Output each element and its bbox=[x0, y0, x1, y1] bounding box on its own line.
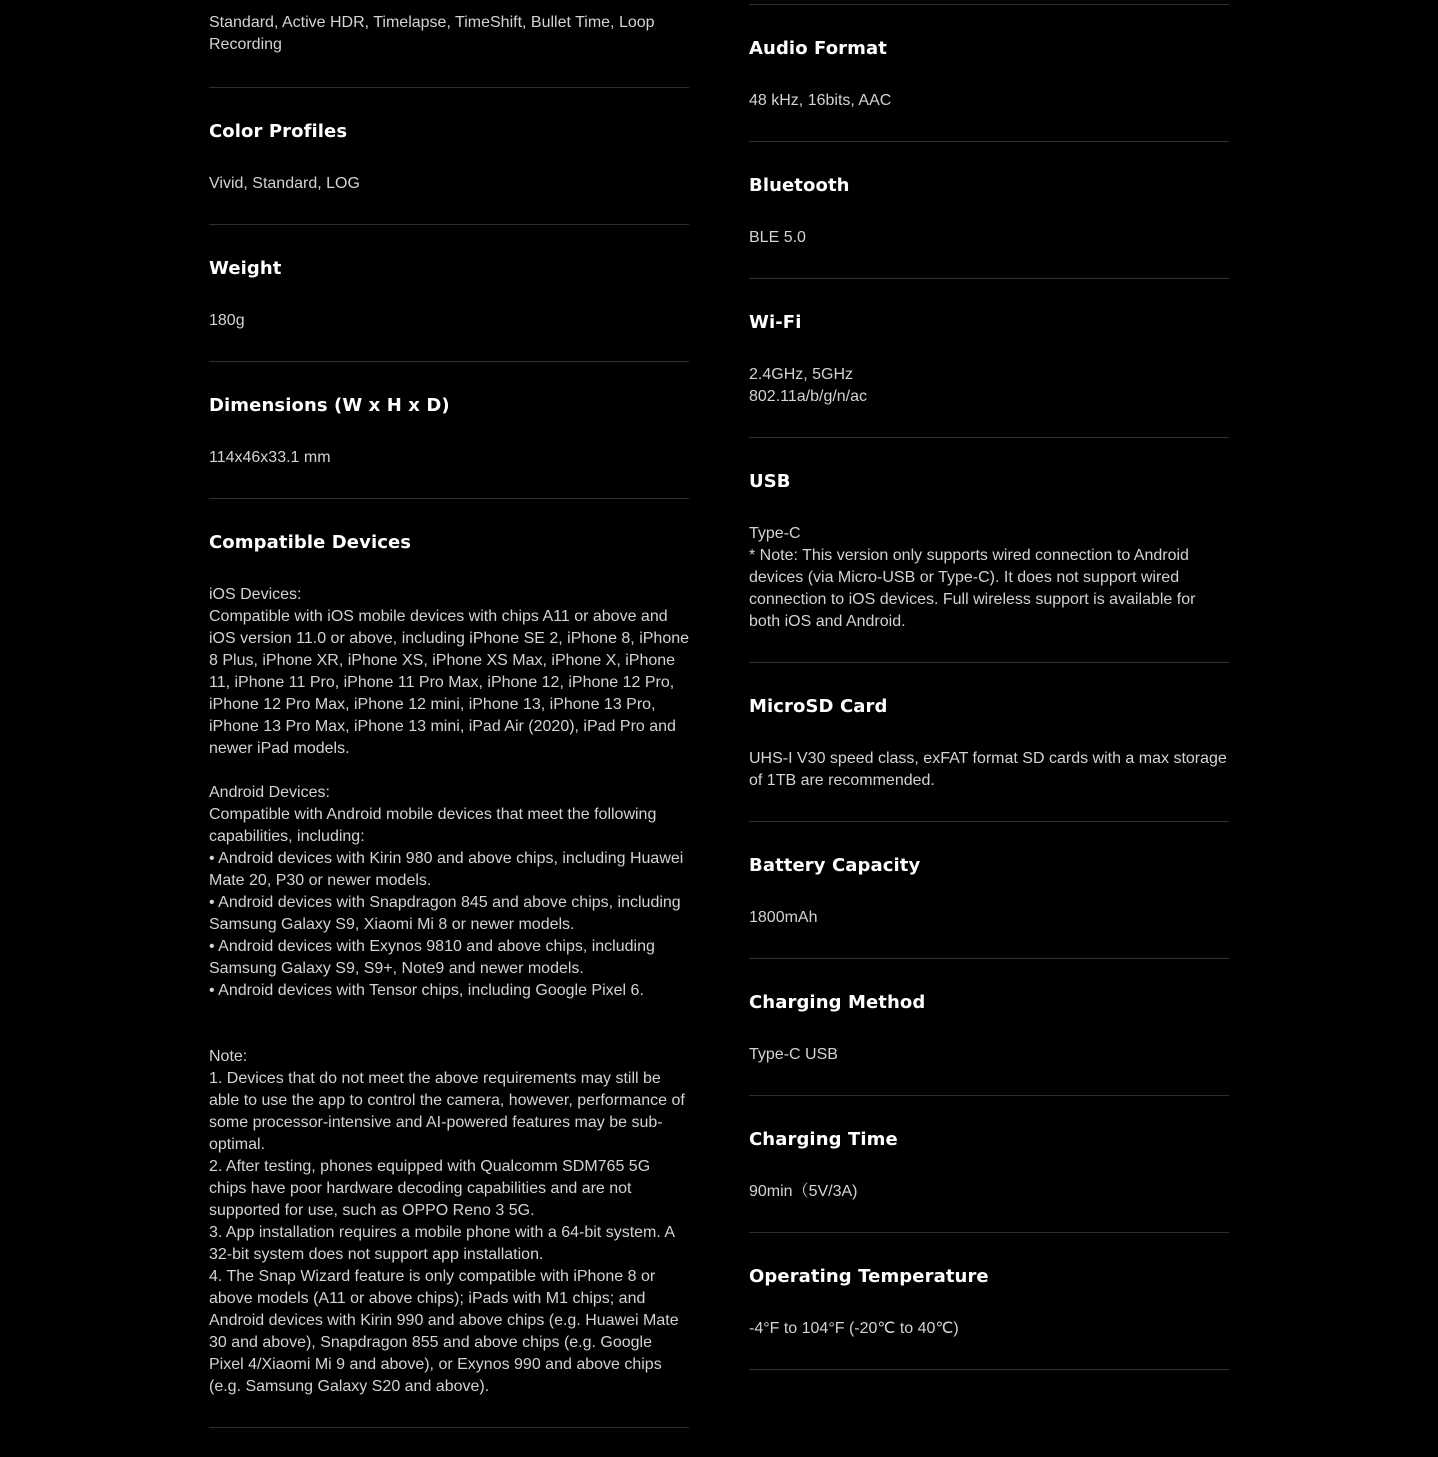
spec-title: Bluetooth bbox=[749, 175, 850, 196]
spec-value: 114x46x33.1 mm bbox=[209, 449, 331, 466]
spec-title: Compatible Devices bbox=[209, 532, 412, 553]
spec-value: 90min（5V/3A) bbox=[749, 1183, 858, 1200]
spec-value: iOS Devices: Compatible with iOS mobile devices with chips A11 or above and iOS version 11.0 or above, including iPhone SE 2, iPhone 8, iPhone 8 Plus, iPhone XR, iPhone XS, iPhone XS Max, iPhone X, iPhone 11, iPhone 11 Pro, iPhone 11 Pro Max, iPhone 12, iPhone 12 Pro, iPhone 12 Pro Max, iPhone 12 mini, iPhone 13, iPhone 13 Pro, iPhone 13 Pro Max, iPhone 13 mini, iPad Air (2020), iPad Pro and newer iPad models. Android Devices: Compatible with Android mobile devices that meet the following capabilities, including: • Android devices with Kirin 980 and above chips, including Huawei Mate 20, P30 or newer models. • Android devices with Snapdragon 845 and above chips, including Samsung Galaxy S9, Xiaomi Mi 8 or newer models. • Android devices with Exynos 9810 and above chips, including Samsung Galaxy S9, S9+, Note9 and newer models. • Android devices with Tensor chips, including Google Pixel 6. Note: 1. Devices that do not meet the above requirements may still be able to use the app to control the camera, however, performance of some processor-intensive and AI-powered features may be sub-optimal. 2. After testing, phones equipped with Qualcomm SDM765 5G chips have poor hardware decoding capabilities and are not supported for use, such as OPPO Reno 3 5G. 3. App installation requires a mobile phone with a 64-bit system. A 32-bit system does not support app installation. 4. The Snap Wizard feature is only compatible with iPhone 8 or above models (A11 or above chips); iPads with M1 chips; and Android devices with Kirin 990 and above chips (e.g. Huawei Mate 30 and above), Snapdragon 855 and above chips (e.g. Google Pixel 4/Xiaomi Mi 9 and above), or Exynos 990 and above chips (e.g. Samsung Galaxy S20 and above). bbox=[209, 586, 689, 1395]
spec-usb bbox=[749, 438, 1229, 663]
spec-value: Vivid, Standard, LOG bbox=[209, 175, 360, 192]
spec-color-profiles bbox=[209, 88, 689, 225]
spec-title: MicroSD Card bbox=[749, 696, 888, 717]
spec-value: Standard, Active HDR, Timelapse, TimeShift, Bullet Time, Loop Recording bbox=[209, 14, 655, 53]
spec-audio-format bbox=[749, 5, 1229, 142]
spec-battery-capacity bbox=[749, 822, 1229, 959]
spec-value: 2.4GHz, 5GHz 802.11a/b/g/n/ac bbox=[749, 366, 868, 405]
spec-title: Battery Capacity bbox=[749, 855, 921, 876]
spec-compatible-devices bbox=[209, 499, 689, 1428]
spec-title: Weight bbox=[209, 258, 282, 279]
spec-title: Charging Time bbox=[749, 1129, 898, 1150]
spec-bluetooth bbox=[749, 142, 1229, 279]
spec-value: Type-C USB bbox=[749, 1046, 838, 1063]
spec-value: 180g bbox=[209, 312, 245, 329]
spec-title: USB bbox=[749, 471, 791, 492]
specs-column-right bbox=[749, 0, 1229, 1370]
spec-dimensions bbox=[209, 362, 689, 499]
spec-value: 1800mAh bbox=[749, 909, 818, 926]
spec-weight bbox=[209, 225, 689, 362]
spec-value: BLE 5.0 bbox=[749, 229, 806, 246]
spec-value: 48 kHz, 16bits, AAC bbox=[749, 92, 892, 109]
spec-microsd-card bbox=[749, 663, 1229, 822]
spec-video-modes bbox=[209, 0, 689, 88]
spec-value: -4°F to 104°F (-20℃ to 40℃) bbox=[749, 1320, 959, 1337]
spec-title: Wi-Fi bbox=[749, 312, 802, 333]
spec-title: Audio Format bbox=[749, 38, 887, 59]
spec-wifi bbox=[749, 279, 1229, 438]
specs-column-left bbox=[209, 0, 689, 1428]
spec-title: Charging Method bbox=[749, 992, 926, 1013]
spec-title: Operating Temperature bbox=[749, 1266, 989, 1287]
spec-title: Color Profiles bbox=[209, 121, 348, 142]
spec-value: UHS-I V30 speed class, exFAT format SD cards with a max storage of 1TB are recommended. bbox=[749, 750, 1227, 789]
spec-title: Dimensions (W x H x D) bbox=[209, 395, 450, 416]
spec-charging-time bbox=[749, 1096, 1229, 1233]
spec-operating-temperature bbox=[749, 1233, 1229, 1370]
spec-value: Type-C * Note: This version only supports wired connection to Android devices (via Micro-USB or Type-C). It does not support wired connection to iOS devices. Full wireless support is available for both iOS and Android. bbox=[749, 525, 1196, 630]
spec-charging-method bbox=[749, 959, 1229, 1096]
